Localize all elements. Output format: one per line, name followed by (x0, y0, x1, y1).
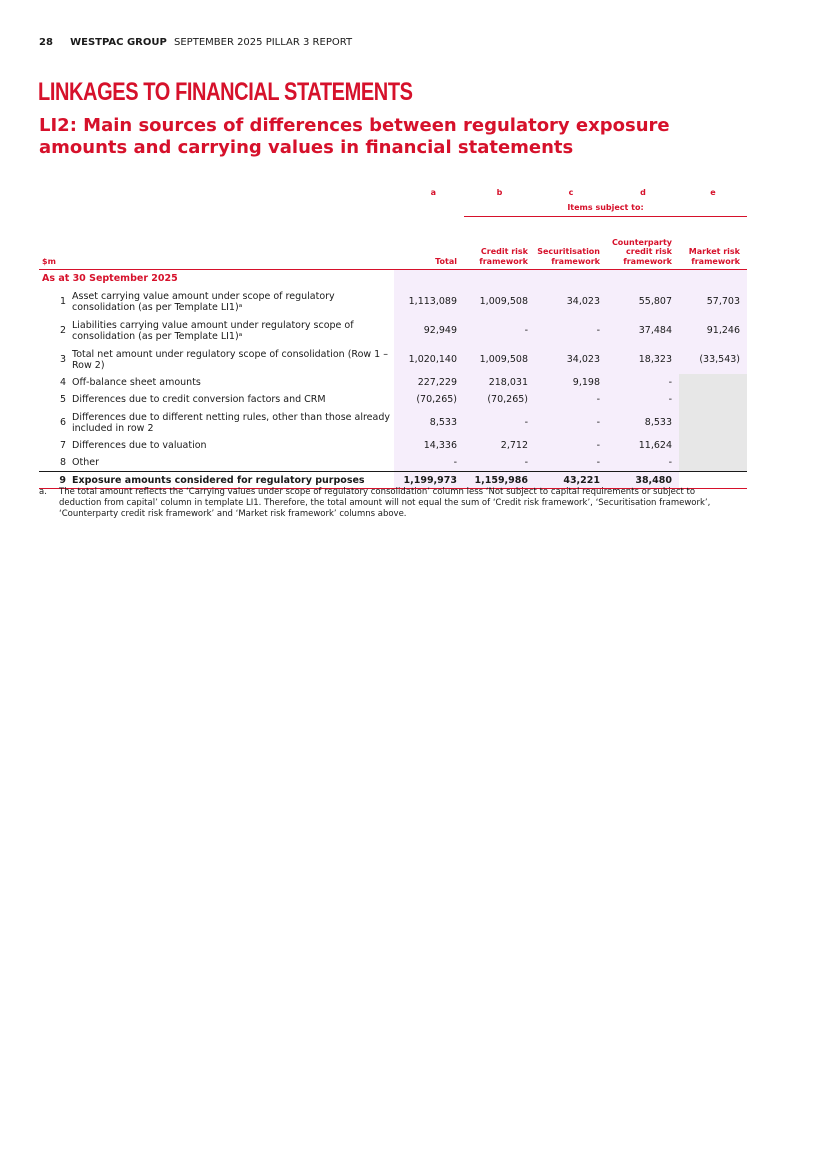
value-cell: - (535, 408, 607, 437)
value-cell: - (535, 437, 607, 454)
table-row (39, 316, 747, 345)
value-cell: 11,624 (607, 437, 679, 454)
value-cell: 37,484 (607, 316, 679, 345)
value-cell (679, 408, 747, 437)
footnote-text: The total amount reflects the ‘Carrying values under scope of regulatory consolidation’ column less ‘Not subject to capital requirements or subject to deduction from capital’ column in template LI1. Therefore, the total amount will not equal the sum of ‘Credit risk framework’, ‘Securitisation framework’, ‘Counterparty credit risk framework’ and ‘Market risk framework’ columns above. (59, 487, 711, 519)
items-subject-row (39, 201, 747, 217)
value-cell: 1,009,508 (464, 287, 535, 316)
value-cell: 14,336 (394, 437, 464, 454)
row-number: 7 (59, 440, 66, 451)
value-cell: 34,023 (535, 287, 607, 316)
table-row (39, 287, 747, 316)
table-title: LI2: Main sources of differences between regulatory exposure amounts and carrying values in financial statements (39, 115, 670, 158)
row-description: Exposure amounts considered for regulatory purposes (72, 474, 365, 486)
value-cell: - (607, 391, 679, 408)
as-at-label: As at 30 September 2025 (42, 273, 178, 284)
value-cell: - (464, 408, 535, 437)
column-letter: a (430, 187, 436, 197)
value-cell: - (464, 454, 535, 471)
row-description: Liabilities carrying value amount under regulatory scope of consolidation (as per Template LI1)ᵃ (72, 319, 354, 342)
value-cell: 8,533 (607, 408, 679, 437)
li2-table (39, 183, 747, 489)
value-cell: 18,323 (607, 345, 679, 374)
column-letter: d (640, 187, 646, 197)
row-description: Differences due to different netting rules, other than those already included in row 2 (72, 411, 390, 434)
value-cell: 1,199,973 (394, 472, 464, 488)
value-cell: 92,949 (394, 316, 464, 345)
row-number: 6 (59, 417, 66, 428)
value-cell: 218,031 (464, 374, 535, 391)
value-cell: 1,009,508 (464, 345, 535, 374)
table-row (39, 408, 747, 437)
value-cell (679, 374, 747, 391)
brand-name: WESTPAC GROUP (70, 37, 167, 48)
row-number: 4 (59, 377, 66, 388)
value-cell: - (535, 316, 607, 345)
value-cell: (70,265) (464, 391, 535, 408)
value-cell: 8,533 (394, 408, 464, 437)
value-cell: 1,020,140 (394, 345, 464, 374)
value-cell (679, 472, 747, 488)
row-description: Differences due to valuation (72, 440, 207, 451)
value-cell: 2,712 (464, 437, 535, 454)
value-cell: 43,221 (535, 472, 607, 488)
row-number: 8 (59, 457, 66, 468)
header-counterparty: Counterparty credit risk framework (611, 237, 672, 266)
value-cell: 57,703 (679, 287, 747, 316)
value-cell: - (394, 454, 464, 471)
row-number: 2 (59, 325, 66, 336)
value-cell: - (607, 374, 679, 391)
column-letter: e (710, 187, 716, 197)
value-cell: (70,265) (394, 391, 464, 408)
header-total: Total (435, 256, 457, 266)
row-number: 1 (59, 296, 66, 307)
row-description: Off-balance sheet amounts (72, 377, 201, 388)
header-credit-risk: Credit risk framework (479, 247, 528, 266)
row-description: Differences due to credit conversion factors and CRM (72, 394, 326, 405)
page-number: 28 (39, 37, 53, 48)
value-cell: - (535, 454, 607, 471)
header-market-risk: Market risk framework (688, 247, 740, 266)
report-name: SEPTEMBER 2025 PILLAR 3 REPORT (174, 37, 353, 48)
table-row (39, 454, 747, 471)
as-at-row (39, 270, 747, 287)
row-number: 3 (59, 354, 66, 365)
table-row (39, 391, 747, 408)
table-row (39, 437, 747, 454)
page-header (39, 37, 352, 48)
table-row (39, 374, 747, 391)
footnote (39, 487, 739, 520)
value-cell: (33,543) (679, 345, 747, 374)
column-letters-row (39, 183, 747, 201)
row-description: Asset carrying value amount under scope of regulatory consolidation (as per Template LI1)ᵃ (72, 290, 335, 313)
value-cell: 9,198 (535, 374, 607, 391)
items-subject-label: Items subject to: (464, 201, 747, 217)
value-cell: - (607, 454, 679, 471)
value-cell: 1,159,986 (464, 472, 535, 488)
value-cell: 227,229 (394, 374, 464, 391)
row-description: Total net amount under regulatory scope of consolidation (Row 1 – Row 2) (72, 348, 388, 371)
value-cell (679, 454, 747, 471)
value-cell (679, 391, 747, 408)
table-row (39, 345, 747, 374)
column-header-row (39, 217, 747, 270)
value-cell: 34,023 (535, 345, 607, 374)
header-securitisation: Securitisation framework (537, 247, 600, 266)
value-cell: - (464, 316, 535, 345)
value-cell: 38,480 (607, 472, 679, 488)
section-title: LINKAGES TO FINANCIAL STATEMENTS (38, 78, 413, 106)
column-letter: b (496, 187, 503, 197)
row-number: 9 (59, 474, 66, 486)
footnote-marker: a. (39, 487, 47, 497)
value-cell: 91,246 (679, 316, 747, 345)
row-number: 5 (59, 394, 66, 405)
column-letter: c (568, 187, 574, 197)
value-cell (679, 437, 747, 454)
value-cell: - (535, 391, 607, 408)
unit-label: $m (42, 257, 56, 266)
row-description: Other (72, 457, 99, 468)
value-cell: 1,113,089 (394, 287, 464, 316)
value-cell: 55,807 (607, 287, 679, 316)
